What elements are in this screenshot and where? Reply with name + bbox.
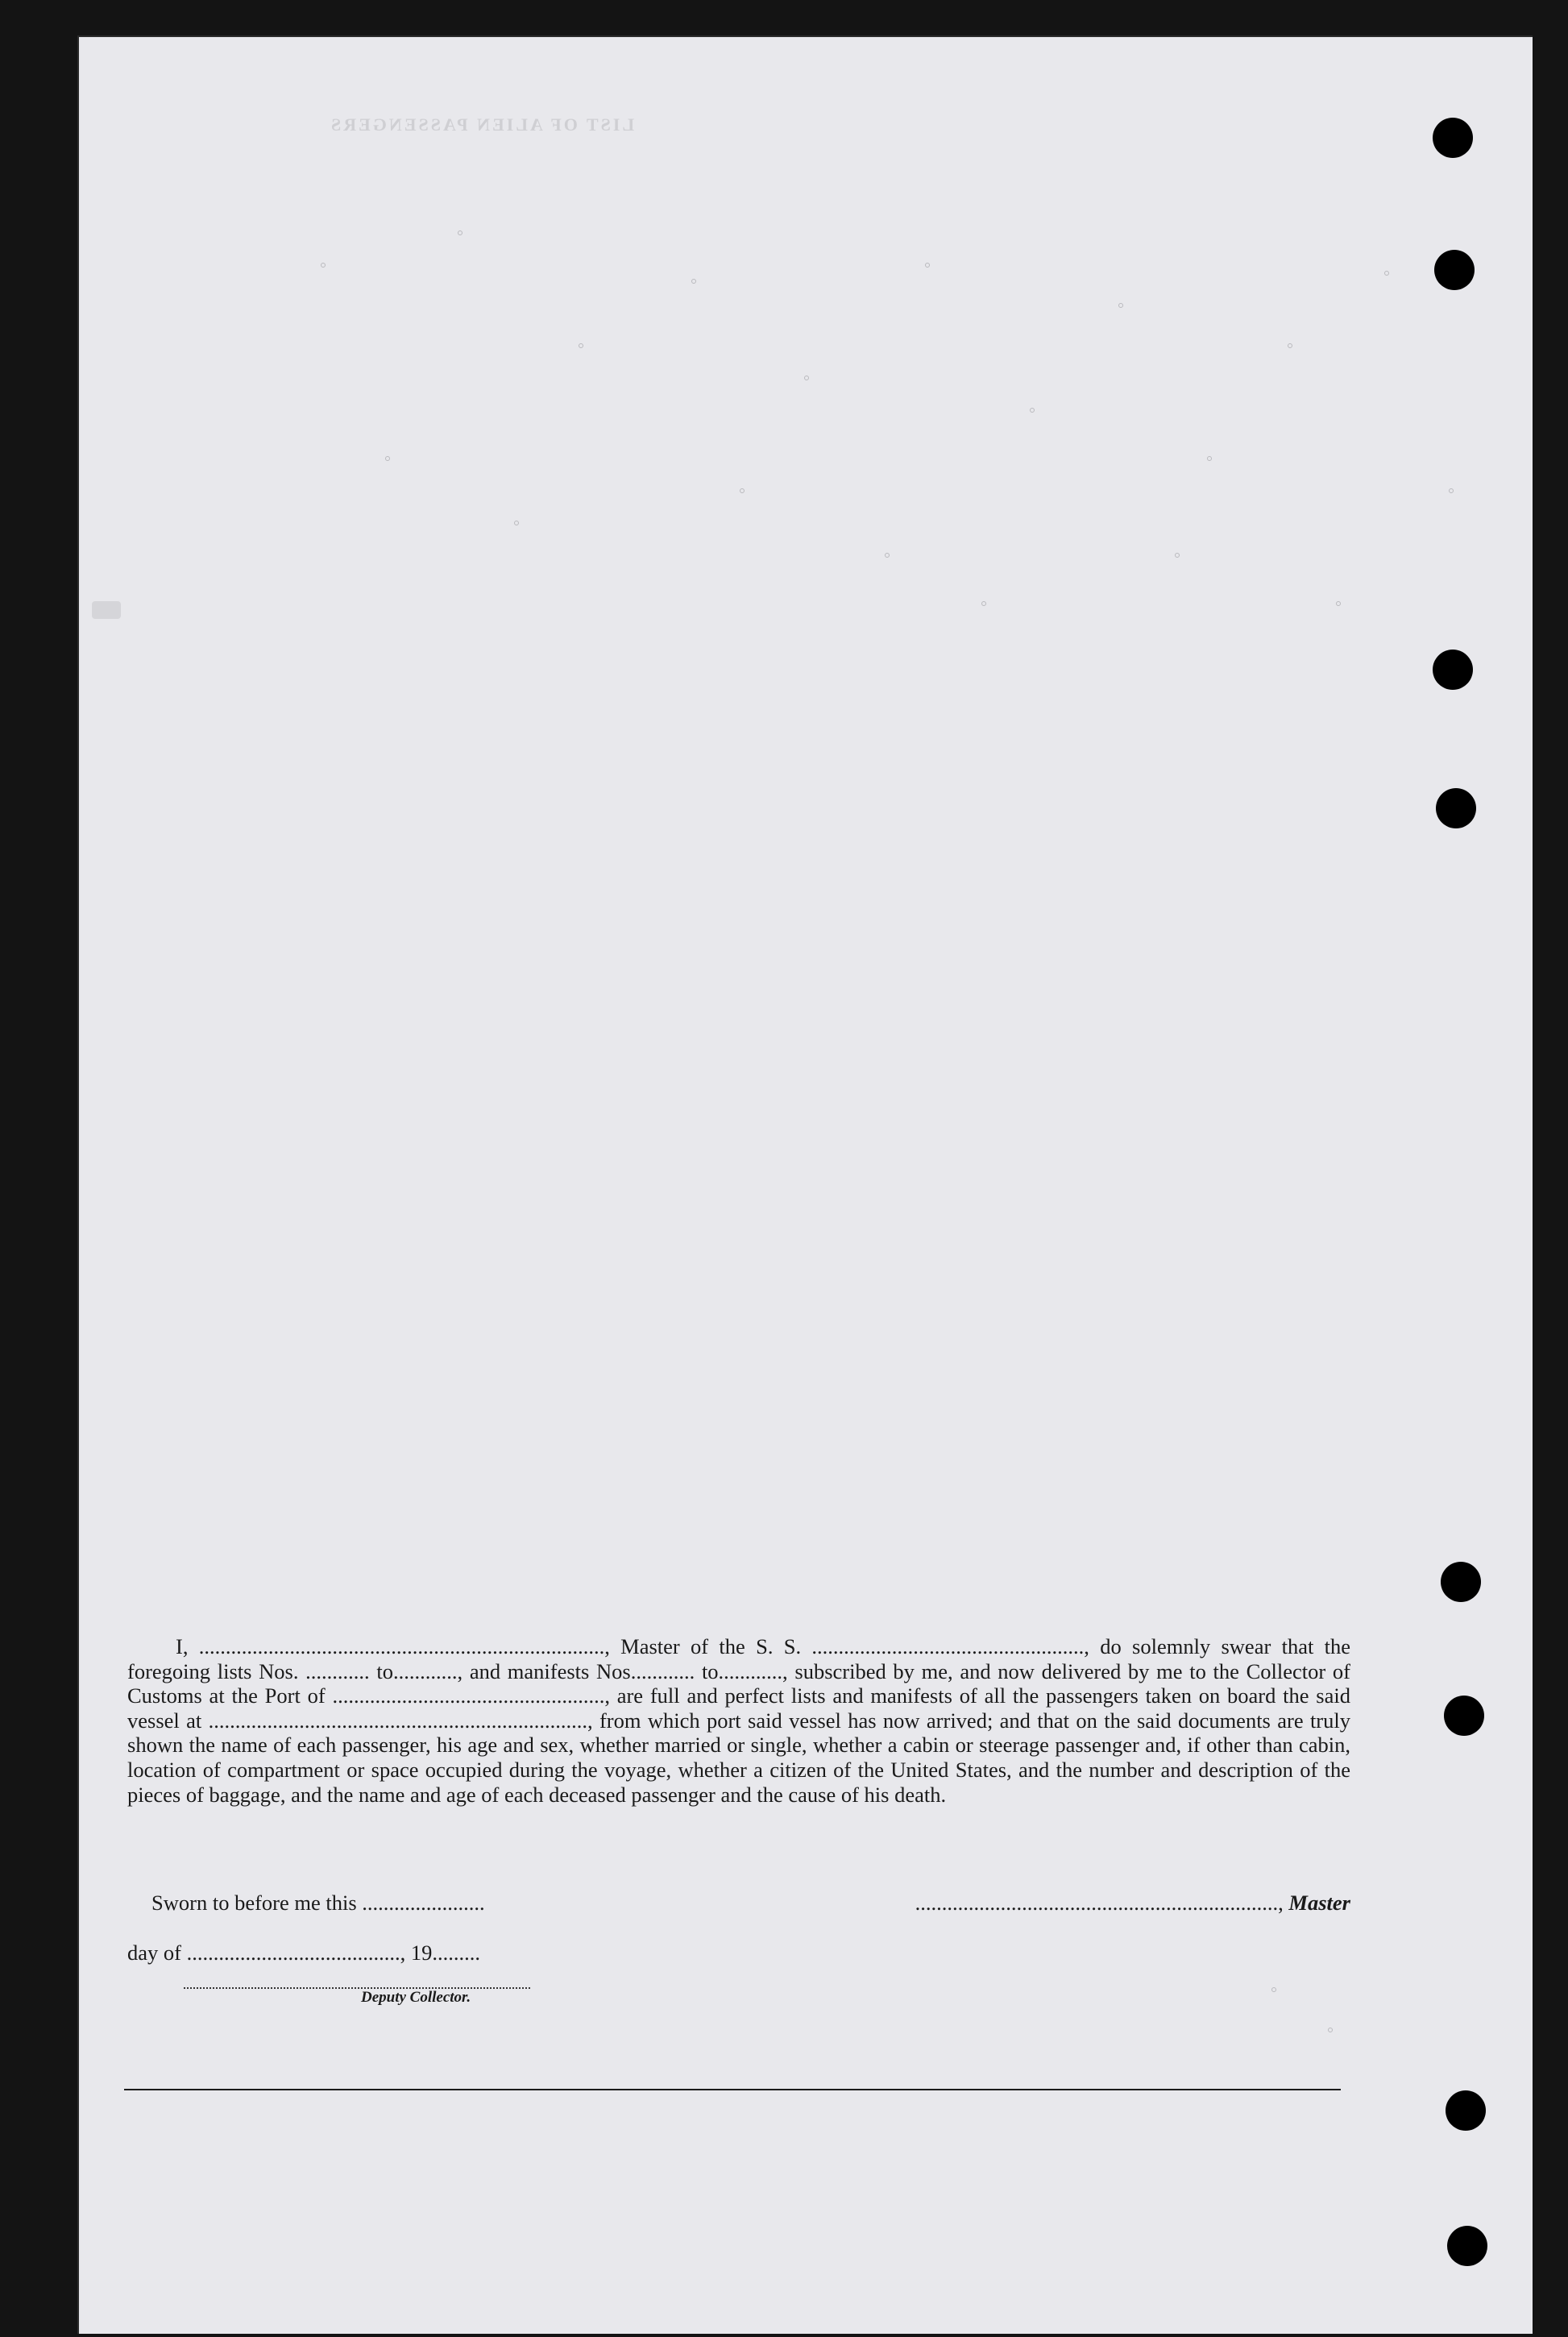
manifest-page [77,35,1533,2334]
day-of-text: day of ........................................, 19......... [127,1941,480,1965]
binding-hole-2 [1434,250,1475,290]
sworn-text: Sworn to before me this ....................... [151,1891,485,1915]
bottom-rule [124,2089,1341,2090]
binding-hole-6 [1444,1696,1484,1736]
day-of-row [127,1941,1350,1965]
bleed-through-text: LIST OF ALIEN PASSENGERS [329,114,635,135]
oath-block [127,1634,1350,1807]
deputy-signature-line [184,1978,530,1989]
binding-hole-8 [1447,2226,1487,2266]
bleed-through-mark [92,601,121,619]
binding-hole-3 [1433,650,1473,690]
binding-hole-7 [1446,2090,1486,2131]
binding-hole-1 [1433,118,1473,158]
binding-hole-5 [1441,1562,1481,1602]
oath-paragraph: I, ............................................................................, Master of the S. S. ..................................................., do solemnly swear that the foregoing lists Nos. ............ to............, and manifests Nos............ to............, subscribed by me, and now delivered by me to the Collector of Customs at the Port of ..................................................., are full and perfect lists and manifests of all the passengers taken on board the said vessel at ......................................................................., from which port said vessel has now arrived; and that on the said documents are truly shown the name of each passenger, his age and sex, whether married or single, whether a cabin or steerage passenger and, if other than cabin, location of compartment or space occupied during the voyage, whether a citizen of the United States, and the number and description of the pieces of baggage, and the name and age of each deceased passenger and the cause of his death. [127,1634,1350,1807]
binding-hole-4 [1436,788,1476,828]
master-label: Master [1288,1891,1350,1915]
master-signature-line [915,1891,1350,1916]
master-dots: ...................................................................., [915,1891,1289,1915]
deputy-collector-label: Deputy Collector. [361,1989,471,2006]
